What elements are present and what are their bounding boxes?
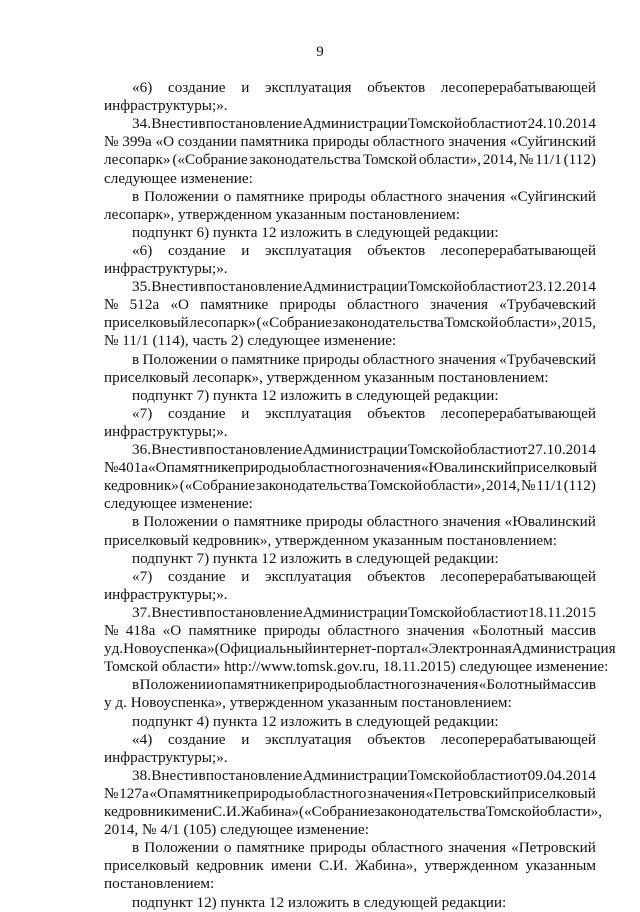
- text-line: в Положении о памятнике природы областного значения «Петровский: [132, 839, 596, 857]
- text-line: в Положении о памятнике природы областного значения «Суйгинский: [132, 187, 596, 205]
- text-line: № 399а «О создании памятника природы областного значения «Суйгинский: [104, 133, 596, 151]
- text-line: приселковый кедровник», утвержденном указанным постановлением:: [104, 531, 557, 549]
- text-line: № 127а «О памятнике природы областного значения «Петровский приселковый: [104, 784, 596, 802]
- text-line: приселковый кедровник имени С.И. Жабина», утвержденном указанным: [104, 857, 596, 875]
- text-line: 34. Внести в постановление Администрации Томской области от 24.10.2014: [132, 115, 596, 133]
- text-line: № 512а «О памятнике природы областного значения «Трубачевский: [104, 296, 596, 314]
- text-line: Томской области» http://www.tomsk.gov.ru, 18.11.2015) следующее изменение:: [104, 658, 609, 676]
- text-line: подпункт 7) пункта 12 изложить в следующей редакции:: [132, 549, 499, 567]
- text-line: подпункт 7) пункта 12 изложить в следующей редакции:: [132, 386, 499, 404]
- text-line: 35. Внести в постановление Администрации Томской области от 23.12.2014: [132, 278, 596, 296]
- text-line: лесопарк», утвержденном указанным постановлением:: [104, 205, 460, 223]
- text-line: следующее изменение:: [104, 169, 253, 187]
- text-line: следующее изменение:: [104, 495, 253, 513]
- text-line: «6) создание и эксплуатация объектов лесоперерабатывающей: [132, 241, 596, 259]
- text-line: инфраструктуры;».: [104, 97, 228, 115]
- text-line: «4) создание и эксплуатация объектов лесоперерабатывающей: [132, 730, 596, 748]
- text-line: подпункт 12) пункта 12 изложить в следующей редакции:: [132, 893, 507, 911]
- text-line: № 401а «О памятнике природы областного значения «Ювалинский приселковый: [104, 459, 598, 477]
- text-line: «7) создание и эксплуатация объектов лесоперерабатывающей: [132, 404, 596, 422]
- text-line: 2014, № 4/1 (105) следующее изменение:: [104, 821, 370, 839]
- text-line: подпункт 6) пункта 12 изложить в следующей редакции:: [132, 223, 499, 241]
- text-line: в Положении о памятнике природы областного значения «Болотный массив: [132, 676, 596, 694]
- text-line: 37. Внести в постановление Администрации Томской области от 18.11.2015: [132, 603, 596, 621]
- page-number: 9: [316, 44, 324, 60]
- text-line: в Положении о памятнике природы областного значения «Ювалинский: [132, 513, 596, 531]
- text-line: инфраструктуры;».: [104, 422, 228, 440]
- text-line: инфраструктуры;».: [104, 585, 228, 603]
- text-line: у д. Новоуспенка», утвержденном указанным постановлением:: [104, 694, 512, 712]
- text-line: № 11/1 (114), часть 2) следующее изменение:: [104, 332, 397, 350]
- text-line: приселковый лесопарк», утвержденном указанным постановлением:: [104, 368, 549, 386]
- text-line: у д. Новоуспенка» (Официальный интернет-портал «Электронная Администрация: [104, 640, 616, 658]
- text-line: приселковый лесопарк» («Собрание законодательства Томской области», 2015,: [104, 314, 596, 332]
- text-line: № 418а «О памятнике природы областного значения «Болотный массив: [104, 622, 596, 639]
- text-line: инфраструктуры;».: [104, 260, 228, 277]
- text-line: постановлением:: [104, 875, 215, 893]
- text-line: 36. Внести в постановление Администрации Томской области от 27.10.2014: [132, 441, 596, 458]
- text-line: инфраструктуры;».: [104, 748, 228, 766]
- text-line: в Положении о памятнике природы областного значения «Трубачевский: [132, 350, 596, 368]
- text-line: подпункт 4) пункта 12 изложить в следующей редакции:: [132, 712, 499, 730]
- text-line: лесопарк» («Собрание законодательства Томской области», 2014, № 11/1 (112): [104, 151, 596, 169]
- text-line: кедровник» («Собрание законодательства Томской области», 2014, № 11/1 (112): [104, 477, 596, 495]
- text-line: 38. Внести в постановление Администрации Томской области от 09.04.2014: [132, 766, 596, 784]
- text-line: «6) создание и эксплуатация объектов лесоперерабатывающей: [132, 79, 596, 96]
- text-line: кедровник имени С.И. Жабина» («Собрание законодательства Томской области»,: [104, 803, 603, 820]
- text-line: «7) создание и эксплуатация объектов лесоперерабатывающей: [132, 567, 596, 585]
